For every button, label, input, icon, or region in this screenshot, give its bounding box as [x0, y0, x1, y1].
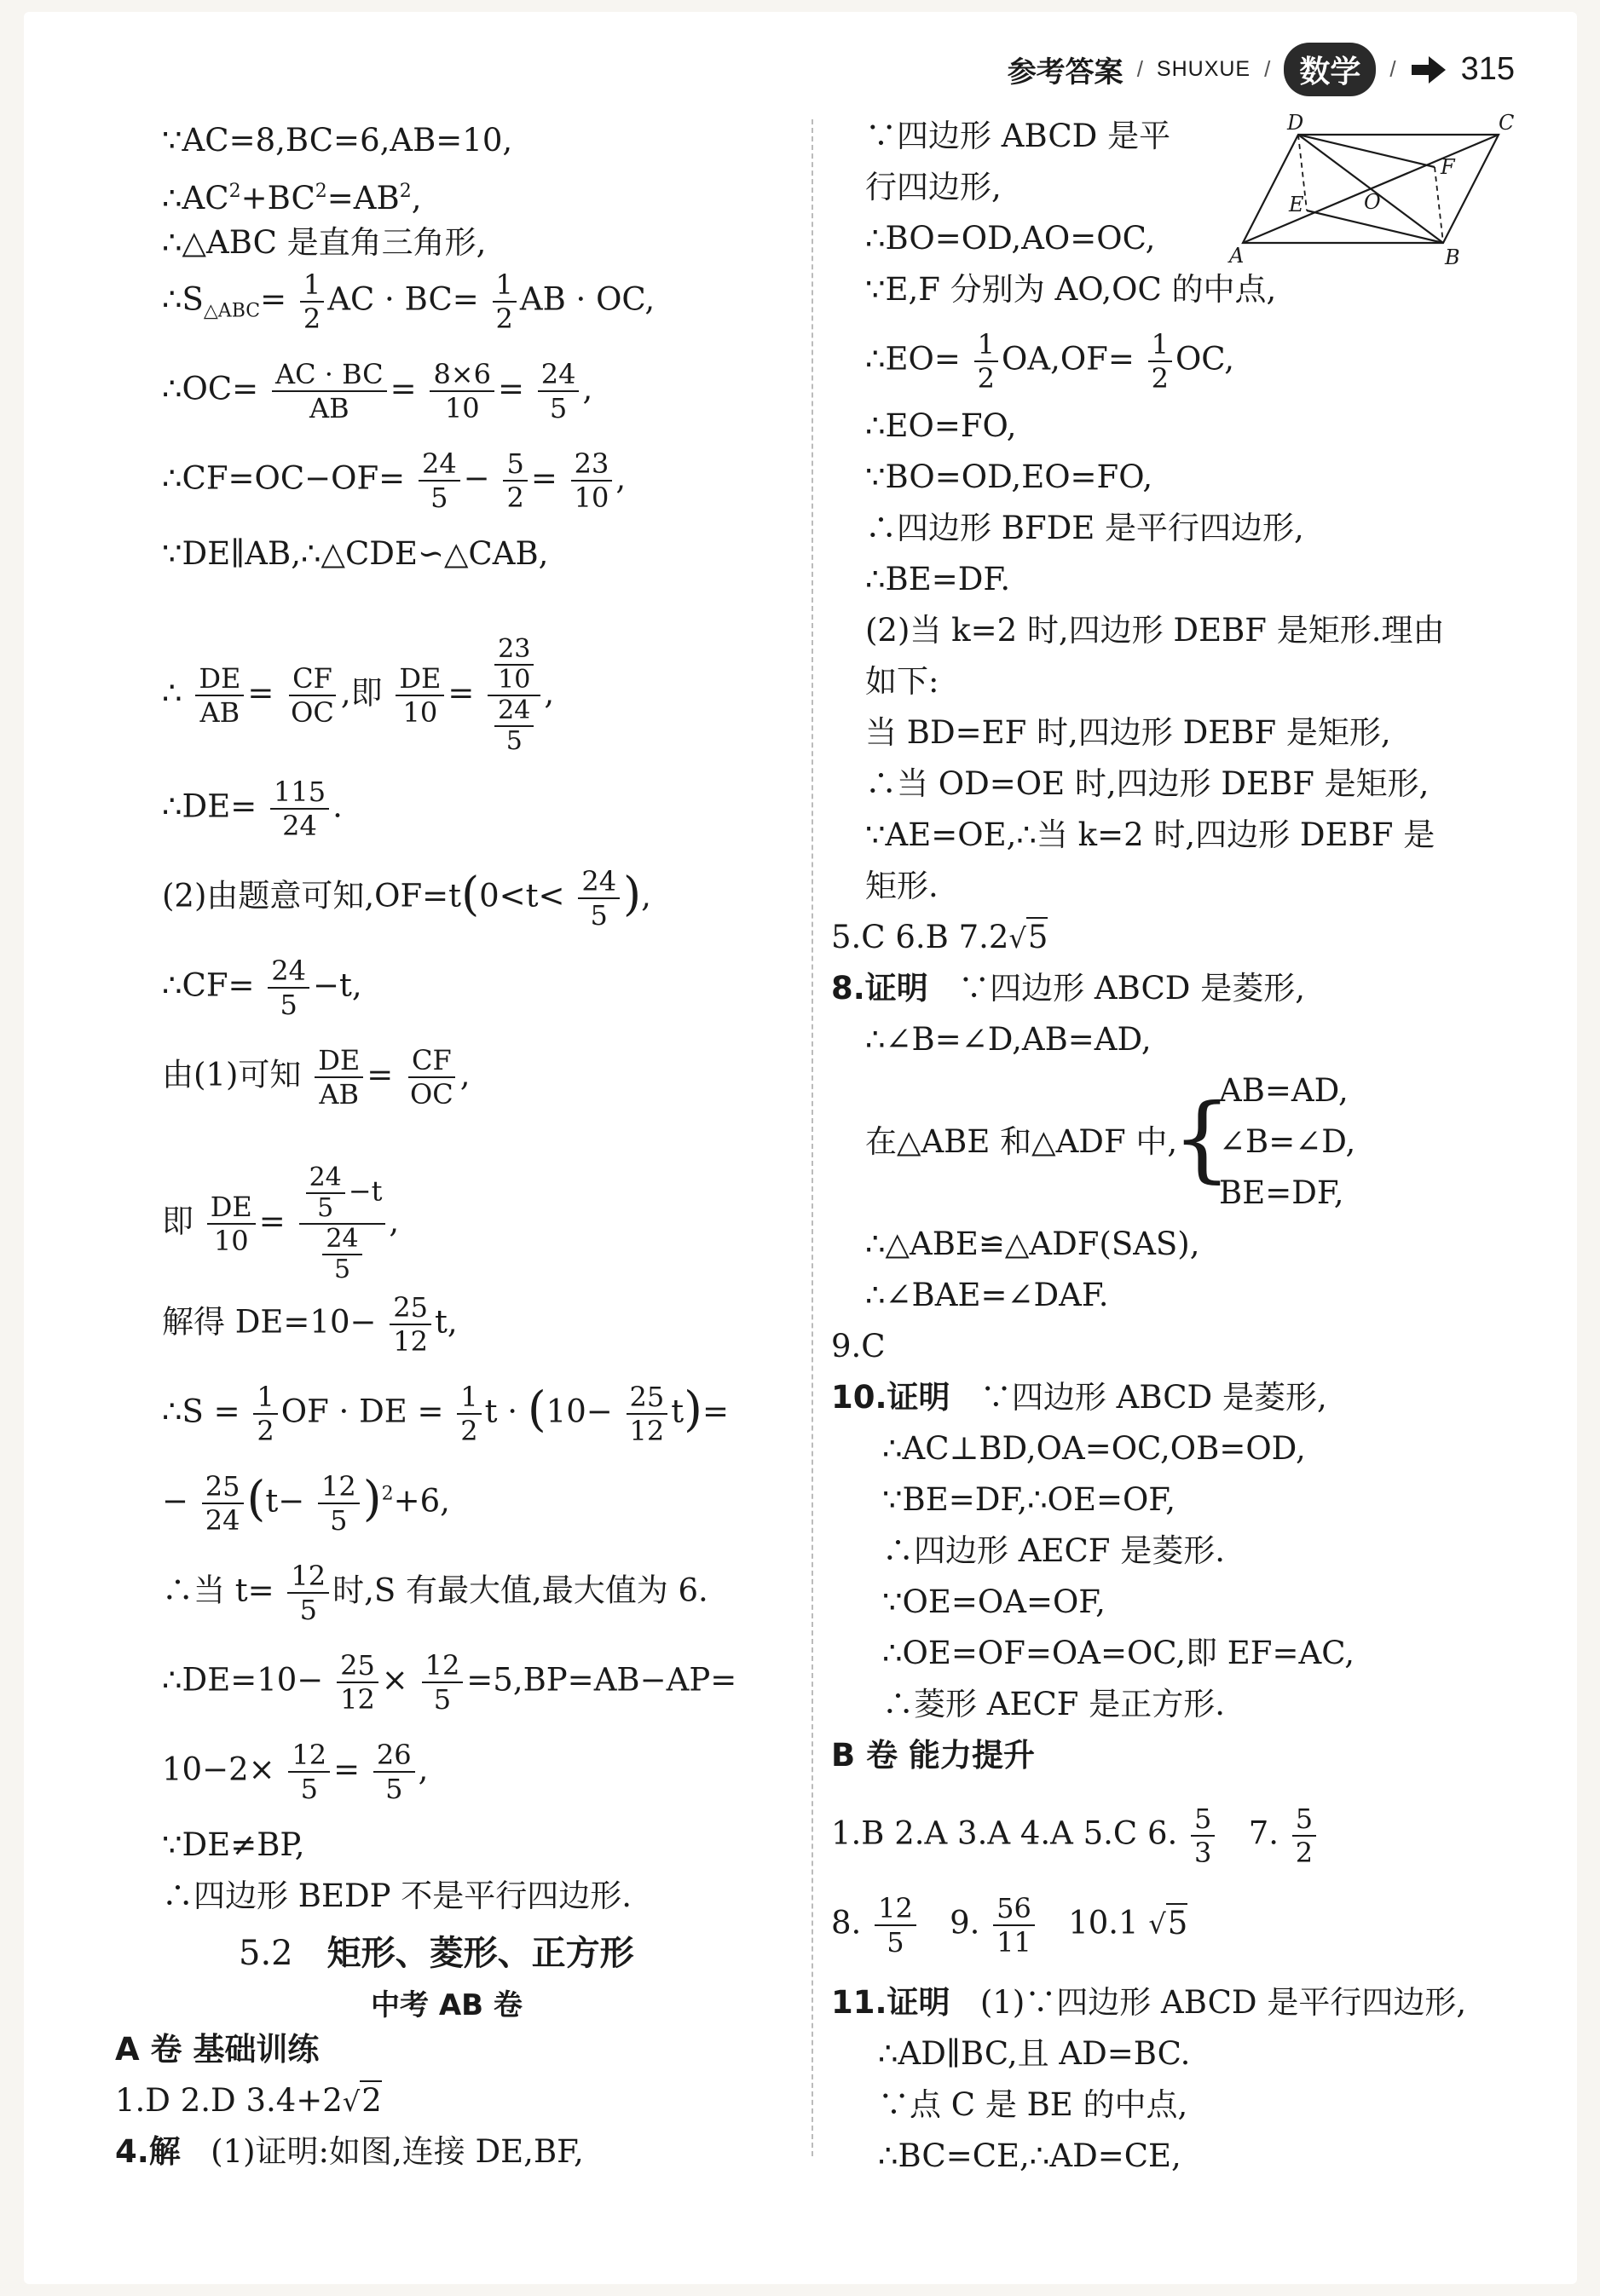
answer-line: 1.B 2.A 3.A 4.A 5.C 6. $\frac{5}{3}$ 7. $\frac{5}{2}$ [831, 1803, 1320, 1869]
page-number: 315 [1460, 51, 1515, 87]
answer-line: 在△ABE 和△ADF 中, [865, 1123, 1178, 1160]
answer-line: ∴当 t= $\frac{12}{5}$ 时,S 有最大值,最大值为 6. [162, 1560, 708, 1626]
answer-line: ∴DE=10− $\frac{25}{12}$ × $\frac{12}{5}$ =5,BP=AB−AP= [162, 1649, 737, 1716]
answer-line: 1.D 2.D 3.4+2√2 [115, 2082, 382, 2119]
section-subtitle: 中考 AB 卷 [371, 1988, 523, 2022]
answer-line: 矩形. [865, 868, 939, 904]
answer-line: ∴四边形 BFDE 是平行四边形, [865, 510, 1304, 546]
answer-line: ∴S = $\frac{1}{2}$ OF · DE = $\frac{1}{2}$ t · (10− $\frac{25}{12}$ t)= [162, 1381, 729, 1447]
compound-fraction: $\frac{24}{5}$ −t $\frac{24}{5}$ [299, 1163, 386, 1284]
fraction: $\frac{DE}{AB}$ [315, 1044, 363, 1111]
brace: { [1172, 1083, 1232, 1192]
answer-line: 如下: [865, 663, 939, 700]
answer-line: 当 BD=EF 时,四边形 DEBF 是矩形, [865, 714, 1391, 751]
answer-line: ∴△ABC 是直角三角形, [162, 224, 487, 261]
answer-line: ∴EO=FO, [865, 407, 1017, 444]
answer-line: ∵AE=OE,∴当 k=2 时,四边形 DEBF 是 [865, 816, 1435, 853]
answer-line: ∴四边形 BEDP 不是平行四边形. [162, 1878, 632, 1914]
answer-line: ∴四边形 AECF 是菱形. [882, 1532, 1225, 1569]
fraction: $\frac{24}{5}$ [268, 955, 309, 1021]
label-c: C [1499, 111, 1515, 135]
answer-line: ∴△ABE≌△ADF(SAS), [865, 1226, 1200, 1262]
answer-line: 10−2× $\frac{12}{5}$ = $\frac{26}{5}$ , [162, 1739, 429, 1805]
fraction: $\frac{23}{10}$ [571, 447, 613, 514]
part-a-title: A 卷 基础训练 [115, 2031, 320, 2068]
fraction: $\frac{24}{5}$ [538, 358, 580, 424]
answer-line: ∴当 OD=OE 时,四边形 DEBF 是矩形, [865, 765, 1430, 802]
answer-line: 行四边形, [865, 169, 1002, 205]
answer-line: (2)由题意可知,OF=t(0<t< $\frac{24}{5}$ ), [162, 865, 651, 932]
answer-line: ∵OE=OA=OF, [882, 1584, 1106, 1620]
answer-line: ∠B=∠D, [1219, 1123, 1356, 1160]
answer-line: ∴BO=OD,AO=OC, [865, 220, 1156, 257]
answer-line: 9.C [831, 1328, 886, 1364]
fraction: $\frac{5}{3}$ [1191, 1803, 1215, 1869]
label-f: F [1441, 155, 1455, 179]
answer-line: ∵E,F 分别为 AO,OC 的中点, [865, 271, 1277, 308]
answer-line: 5.C 6.B 7.2√5 [831, 919, 1048, 955]
answer-line: ∴BC=CE,∴AD=CE, [878, 2137, 1181, 2174]
fraction: $\frac{DE}{10}$ [207, 1191, 256, 1257]
fraction: $\frac{25}{12}$ [390, 1291, 431, 1358]
fraction: $\frac{1}{2}$ [493, 268, 517, 335]
answer-line: ∵点 C 是 BE 的中点, [878, 2086, 1188, 2123]
answer-line: ∴AC⊥BD,OA=OC,OB=OD, [882, 1430, 1306, 1467]
answer-line: ∴菱形 AECF 是正方形. [882, 1686, 1225, 1722]
label-a: A [1229, 244, 1245, 268]
fraction: $\frac{56}{11}$ [993, 1892, 1035, 1959]
fraction: $\frac{1}{2}$ [974, 328, 998, 395]
fraction: $\frac{12}{5}$ [288, 1739, 330, 1805]
fraction: $\frac{12}{5}$ [422, 1649, 464, 1716]
fraction: $\frac{1}{2}$ [457, 1381, 481, 1447]
label-b: B [1445, 245, 1460, 268]
answer-line: 4.解 (1)证明:如图,连接 DE,BF, [115, 2133, 584, 2170]
answer-line: ∴CF= $\frac{24}{5}$ −t, [162, 955, 362, 1021]
arrow-right-icon [1410, 53, 1447, 87]
page-header [1008, 43, 1515, 96]
answer-line: ∵四边形 ABCD 是平 [865, 118, 1171, 154]
answer-line: ∴AD∥BC,且 AD=BC. [878, 2035, 1191, 2072]
answer-line: ∴BE=DF. [865, 561, 1011, 597]
fraction: $\frac{26}{5}$ [373, 1739, 415, 1805]
fraction: $\frac{12}{5}$ [287, 1560, 329, 1626]
header-section: 参考答案 [1007, 55, 1123, 89]
answer-line: (2)当 k=2 时,四边形 DEBF 是矩形.理由 [865, 612, 1445, 649]
answer-line: ∵DE≠BP, [162, 1826, 305, 1863]
diagonal-bd [1298, 135, 1443, 243]
answer-line: ∴DE= $\frac{115}{24}$ . [162, 776, 343, 842]
answer-line: ∴ $\frac{DE}{AB}$ = $\frac{CF}{OC}$ ,即 $\frac{DE}{10}$ = $\frac{\frac{23}{10}}{\frac{24}{5}}$ , [162, 634, 555, 756]
fraction: $\frac{AC \cdot BC}{AB}$ [272, 358, 387, 424]
answer-line: $\therefore AC^2+BC^2=AB^2$, [162, 180, 422, 216]
part-b-title: B 卷 能力提升 [831, 1737, 1035, 1774]
fraction: $\frac{24}{5}$ [419, 447, 460, 514]
label-o: O [1364, 190, 1381, 214]
answer-line: ∴OC= $\frac{AC \cdot BC}{AB}$ = $\frac{8\times 6}{10}$ = $\frac{24}{5}$ , [162, 358, 593, 424]
answer-line: ∵AC=8,BC=6,AB=10, [162, 122, 513, 159]
fraction: $\frac{25}{12}$ [337, 1649, 378, 1716]
fraction: $\frac{CF}{OC}$ [409, 1044, 453, 1111]
parallelogram-diagram [1227, 111, 1517, 268]
fraction: $\frac{DE}{AB}$ [195, 662, 244, 729]
answer-line: 即 $\frac{DE}{10}$ = $\frac{24}{5}$ −t $\frac{24}{5}$ , [162, 1162, 400, 1284]
fraction: $\frac{12}{5}$ [875, 1892, 916, 1959]
answer-line: ∵DE∥AB,∴△CDE∽△CAB, [162, 535, 549, 572]
label-e: E [1289, 193, 1304, 216]
fraction: $\frac{8\times 6}{10}$ [430, 358, 494, 424]
answer-line: ∴∠BAE=∠DAF. [865, 1277, 1109, 1313]
fraction: $\frac{24}{5}$ [578, 865, 620, 932]
fraction: $\frac{DE}{10}$ [396, 662, 444, 729]
answer-line: 解得 DE=10− $\frac{25}{12}$ t, [162, 1291, 458, 1358]
answer-line: ∵BE=DF,∴OE=OF, [882, 1481, 1175, 1518]
answer-line: ∵BO=OD,EO=FO, [865, 459, 1153, 495]
header-pinyin: SHUXUE [1156, 57, 1251, 81]
fraction: $\frac{25}{24}$ [202, 1470, 244, 1537]
column-divider [812, 119, 813, 2156]
answer-line: AB=AD, [1219, 1072, 1349, 1109]
answer-line: $\therefore S_{\triangle ABC}=$ $\frac{1}{2}$ AC · BC= $\frac{1}{2}$ AB · OC, [162, 268, 656, 335]
answer-line: ∴EO= $\frac{1}{2}$ OA,OF= $\frac{1}{2}$ OC, [865, 328, 1235, 395]
compound-fraction: $\frac{\frac{23}{10}}{\frac{24}{5}}$ [488, 635, 540, 756]
answer-line: 10.证明 ∵四边形 ABCD 是菱形, [831, 1379, 1327, 1416]
fraction: $\frac{1}{2}$ [1148, 328, 1172, 395]
fraction: $\frac{25}{12}$ [627, 1381, 668, 1447]
fraction: $\frac{5}{2}$ [503, 447, 527, 514]
answer-line: ∴∠B=∠D,AB=AD, [865, 1021, 1152, 1058]
answer-line: 8. $\frac{12}{5}$ 9. $\frac{56}{11}$ 10.1 √5 [831, 1892, 1188, 1959]
answer-line: − $\frac{25}{24}$ (t− $\frac{12}{5}$ )$^2$+6, [162, 1470, 450, 1537]
fraction: $\frac{115}{24}$ [270, 776, 329, 842]
answer-line: ∴CF=OC−OF= $\frac{24}{5}$ − $\frac{5}{2}$ = $\frac{23}{10}$ , [162, 447, 627, 514]
fraction: $\frac{1}{2}$ [300, 268, 324, 335]
fraction: $\frac{5}{2}$ [1292, 1803, 1316, 1869]
label-d: D [1287, 111, 1304, 135]
answer-line: ∴OE=OF=OA=OC,即 EF=AC, [882, 1635, 1355, 1671]
answer-line: BE=DF, [1219, 1174, 1344, 1211]
answer-line: 由(1)可知 $\frac{DE}{AB}$ = $\frac{CF}{OC}$ , [162, 1044, 471, 1111]
fraction: $\frac{1}{2}$ [253, 1381, 277, 1447]
answer-line: 8.证明 ∵四边形 ABCD 是菱形, [831, 970, 1305, 1007]
header-slash: / [1136, 56, 1143, 82]
section-title: 5.2 矩形、菱形、正方形 [239, 1934, 634, 1973]
header-subject-badge: 数学 [1284, 43, 1376, 96]
fraction: $\frac{CF}{OC}$ [291, 662, 334, 729]
header-slash: / [1264, 56, 1271, 82]
header-slash: / [1389, 56, 1396, 82]
answer-line: 11.证明 (1)∵四边形 ABCD 是平行四边形, [831, 1984, 1467, 2021]
fraction: $\frac{12}{5}$ [318, 1470, 360, 1537]
